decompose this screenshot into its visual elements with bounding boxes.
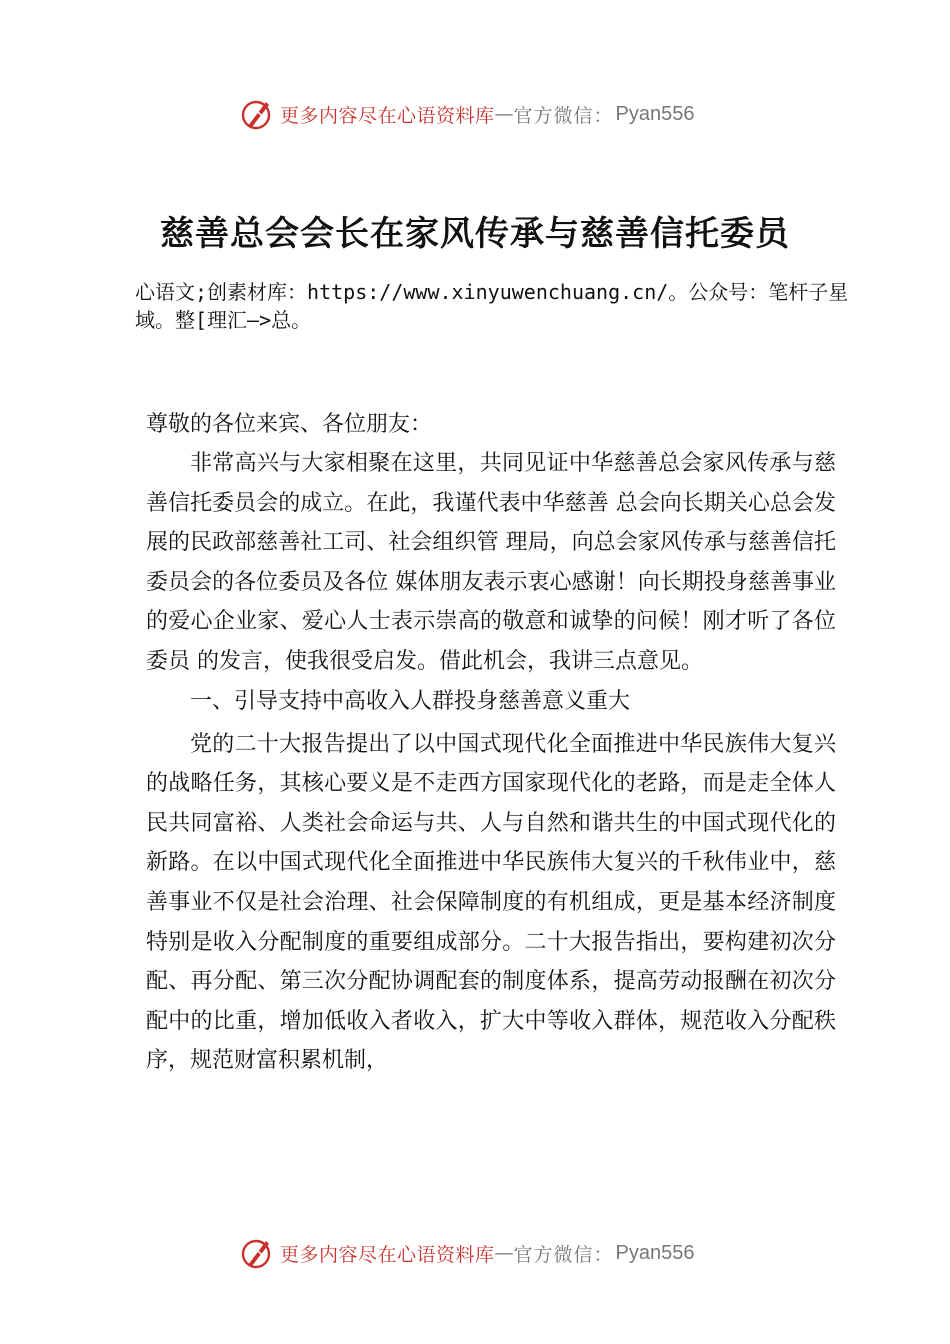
banner-wechat-id: Pyan556 — [615, 102, 695, 125]
banner-text: 更多内容尽在心语资料库 — [280, 104, 495, 127]
quill-logo-icon — [238, 96, 274, 132]
banner-text: 更多内容尽在心语资料库 — [280, 1243, 495, 1266]
banner-wechat-label: 官方微信： — [513, 104, 614, 127]
section-paragraph: 党的二十大报告提出了以中国式现代化全面推进中华民族伟大复兴的战略任务，其核心要义是不走西方国家现代化的老路，而是走全体人民共同富裕、人类社会命运与共、人与自然和谐共生的中国式现代化的新路。在以中国式现代化全面推进中华民族伟大复兴的千秋伟业中，慈善事业不仅是社会治理、社会保障制度的有机组成，更是基本经济制度特别是收入分配制度的重要组成部分。二十大报告指出，要构建初次分配、再分配、第三次分配协调配套的制度体系，提高劳动报酬在初次分配中的比重，增加低收入者收入，扩大中等收入群体，规范收入分配秩序，规范财富积累机制， — [146, 731, 836, 1074]
body-paragraph: 非常高兴与大家相聚在这里，共同见证中华慈善总会家风传承与慈善信托委员会的成立。在此，我谨代表中华慈善 总会向长期关心总会发展的民政部慈善社工司、社会组织管 理局，向总会家风传承与慈善信托委员会的各位委员及各位 媒体朋友表示衷心感谢！向长期投身慈善事业的爱心企业家、爱心人士表示崇高的敬意和诚挚的问候！刚才听了各位委员 的发言，使我很受启发。借此机会，我讲三点意见。 — [146, 451, 836, 674]
document-body — [146, 406, 836, 1081]
salutation: 尊敬的各位来宾、各位朋友： — [146, 412, 433, 437]
banner-wechat-label: 官方微信： — [513, 1243, 614, 1266]
header-banner — [0, 94, 950, 134]
source-note: 心语文;创素材库：https://www.xinyuwenchuang.cn/。公众号：笔杆子星域。整[理汇—>总。 — [135, 280, 849, 332]
banner-wechat-id: Pyan556 — [615, 1241, 695, 1264]
footer-banner — [0, 1233, 950, 1273]
banner-separator: — — [494, 103, 514, 125]
banner-separator: — — [494, 1242, 514, 1264]
quill-logo-icon — [238, 1235, 274, 1271]
section-heading: 一、引导支持中高收入人群投身慈善意义重大 — [190, 688, 631, 714]
document-title: 慈善总会会长在家风传承与慈善信托委员 — [160, 214, 790, 254]
